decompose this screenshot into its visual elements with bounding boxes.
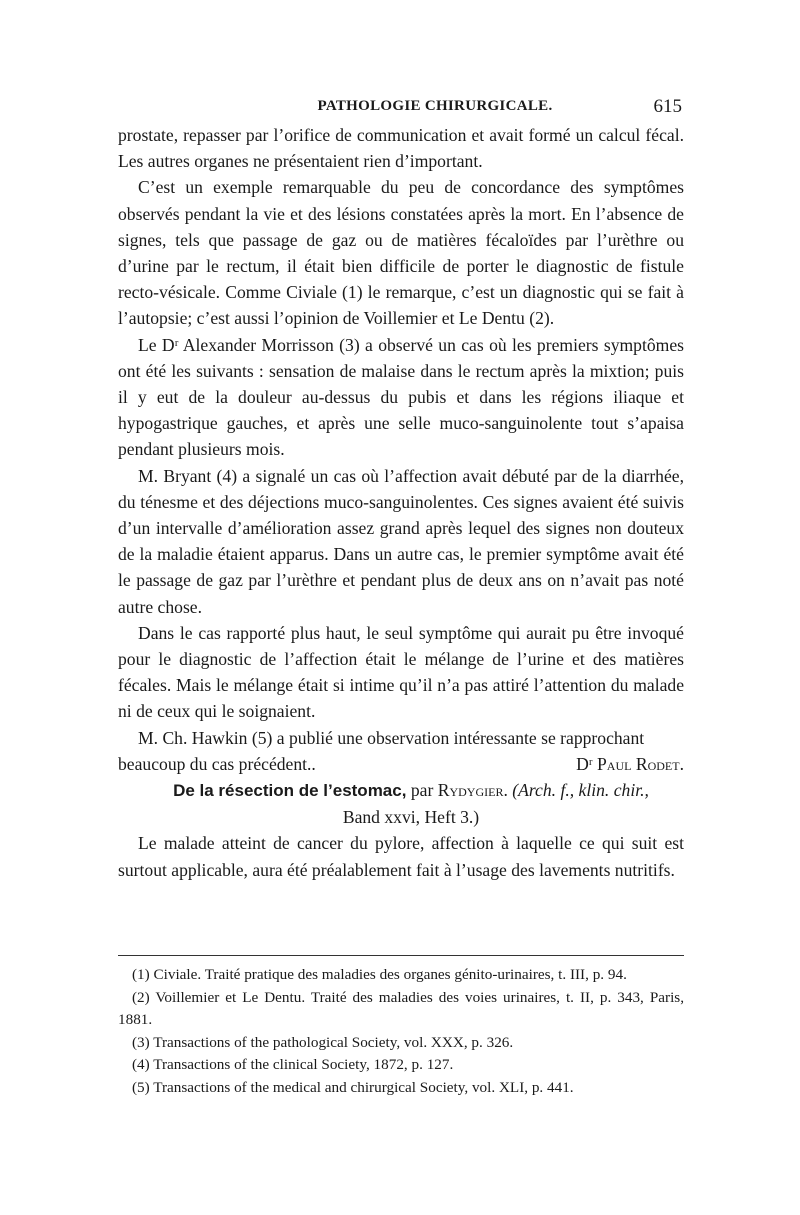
paragraph: M. Bryant (4) a signalé un cas où l’affection avait débuté par de la diarrhée, du ténesme et des déjections muco-sanguinolentes. Ces signes avaient été suivis d’un intervalle d’amélioration assez grand après lequel des signes non douteux de la maladie étaient apparus. Dans un autre cas, le premier symptôme avait été le passage de gaz par l’urèthre et pendant plus de deux ans on n’avait pas noté autre chose. [118,465,684,617]
article-heading [118,777,684,830]
article-author: Rydygier. [437,780,508,801]
body-text [118,122,684,883]
author-signature: Dʳ Paul Rodet. [576,753,684,774]
footnotes [118,964,684,1100]
paragraph: Le Dʳ Alexander Morrisson (3) a observé un cas où les premiers symptômes ont été les suivants : sensation de malaise dans le rectum après la mixtion; puis il y eut de la douleur au-dessus du pubis et dans les régions iliaque et hypogastrique gauches, et après une selle muco-sanguinolente tout s’apaisa pendant plusieurs mois. [118,334,684,460]
paragraph: prostate, repasser par l’orifice de communication et avait formé un calcul fécal. Les autres organes ne présentaient rien d’important. [118,125,684,172]
page-number: 615 [653,96,682,117]
running-head [118,98,682,122]
footnote: (2) Voillemier et Le Dentu. Traité des maladies des voies urinaires, t. II, p. 343, Paris, 1881. [118,988,684,1029]
paragraph: Dans le cas rapporté plus haut, le seul symptôme qui aurait pu être invoqué pour le diagnostic de l’affection était le mélange de l’urine et des matières fécales. Mais le mélange était si intime qu’il n’a pas attiré l’attention du malade ni de ceux qui le soignaient. [118,622,684,722]
article-source: (Arch. f., klin. chir., [507,780,649,801]
paragraph: C’est un exemple remarquable du peu de concordance des symptômes observés pendant la vie et des lésions constatées après la mort. En l’absence de signes, tels que passage de gaz ou de matières fécaloïdes par l’urèthre ou d’urine par le rectum, il était bien difficile de porter le diagnostic de fistule recto-vésicale. Comme Civiale (1) le remarque, c’est un diagnostic qui se fait à l’autopsie; c’est aussi l’opinion de Voillemier et Le Dentu (2). [118,177,684,329]
article-source-line2: Band xxvi, Heft 3.) [342,807,480,828]
footnote: (4) Transactions of the clinical Society, 1872, p. 127. [132,1056,454,1074]
footnote-rule [118,955,684,956]
footnote: (3) Transactions of the pathological Society, vol. XXX, p. 326. [132,1033,514,1051]
closing-paragraph [118,725,684,777]
article-title: De la résection de l’estomac, [173,781,407,801]
running-title: PATHOLOGIE CHIRURGICALE. [317,98,553,114]
footnote: (5) Transactions of the medical and chirurgical Society, vol. XLI, p. 441. [132,1078,574,1096]
paragraph-text: M. Ch. Hawkin (5) a publié une observation intéressante se rapprochant beaucoup du cas précédent.. [118,727,645,774]
footnote: (1) Civiale. Traité pratique des maladies des organes génito-urinaires, t. III, p. 94. [132,966,627,983]
article-body: Le malade atteint de cancer du pylore, affection à laquelle ce qui suit est surtout applicable, aura été préalablement fait à l’usage des lavements nutritifs. [118,833,684,880]
article-by: par [406,780,438,801]
